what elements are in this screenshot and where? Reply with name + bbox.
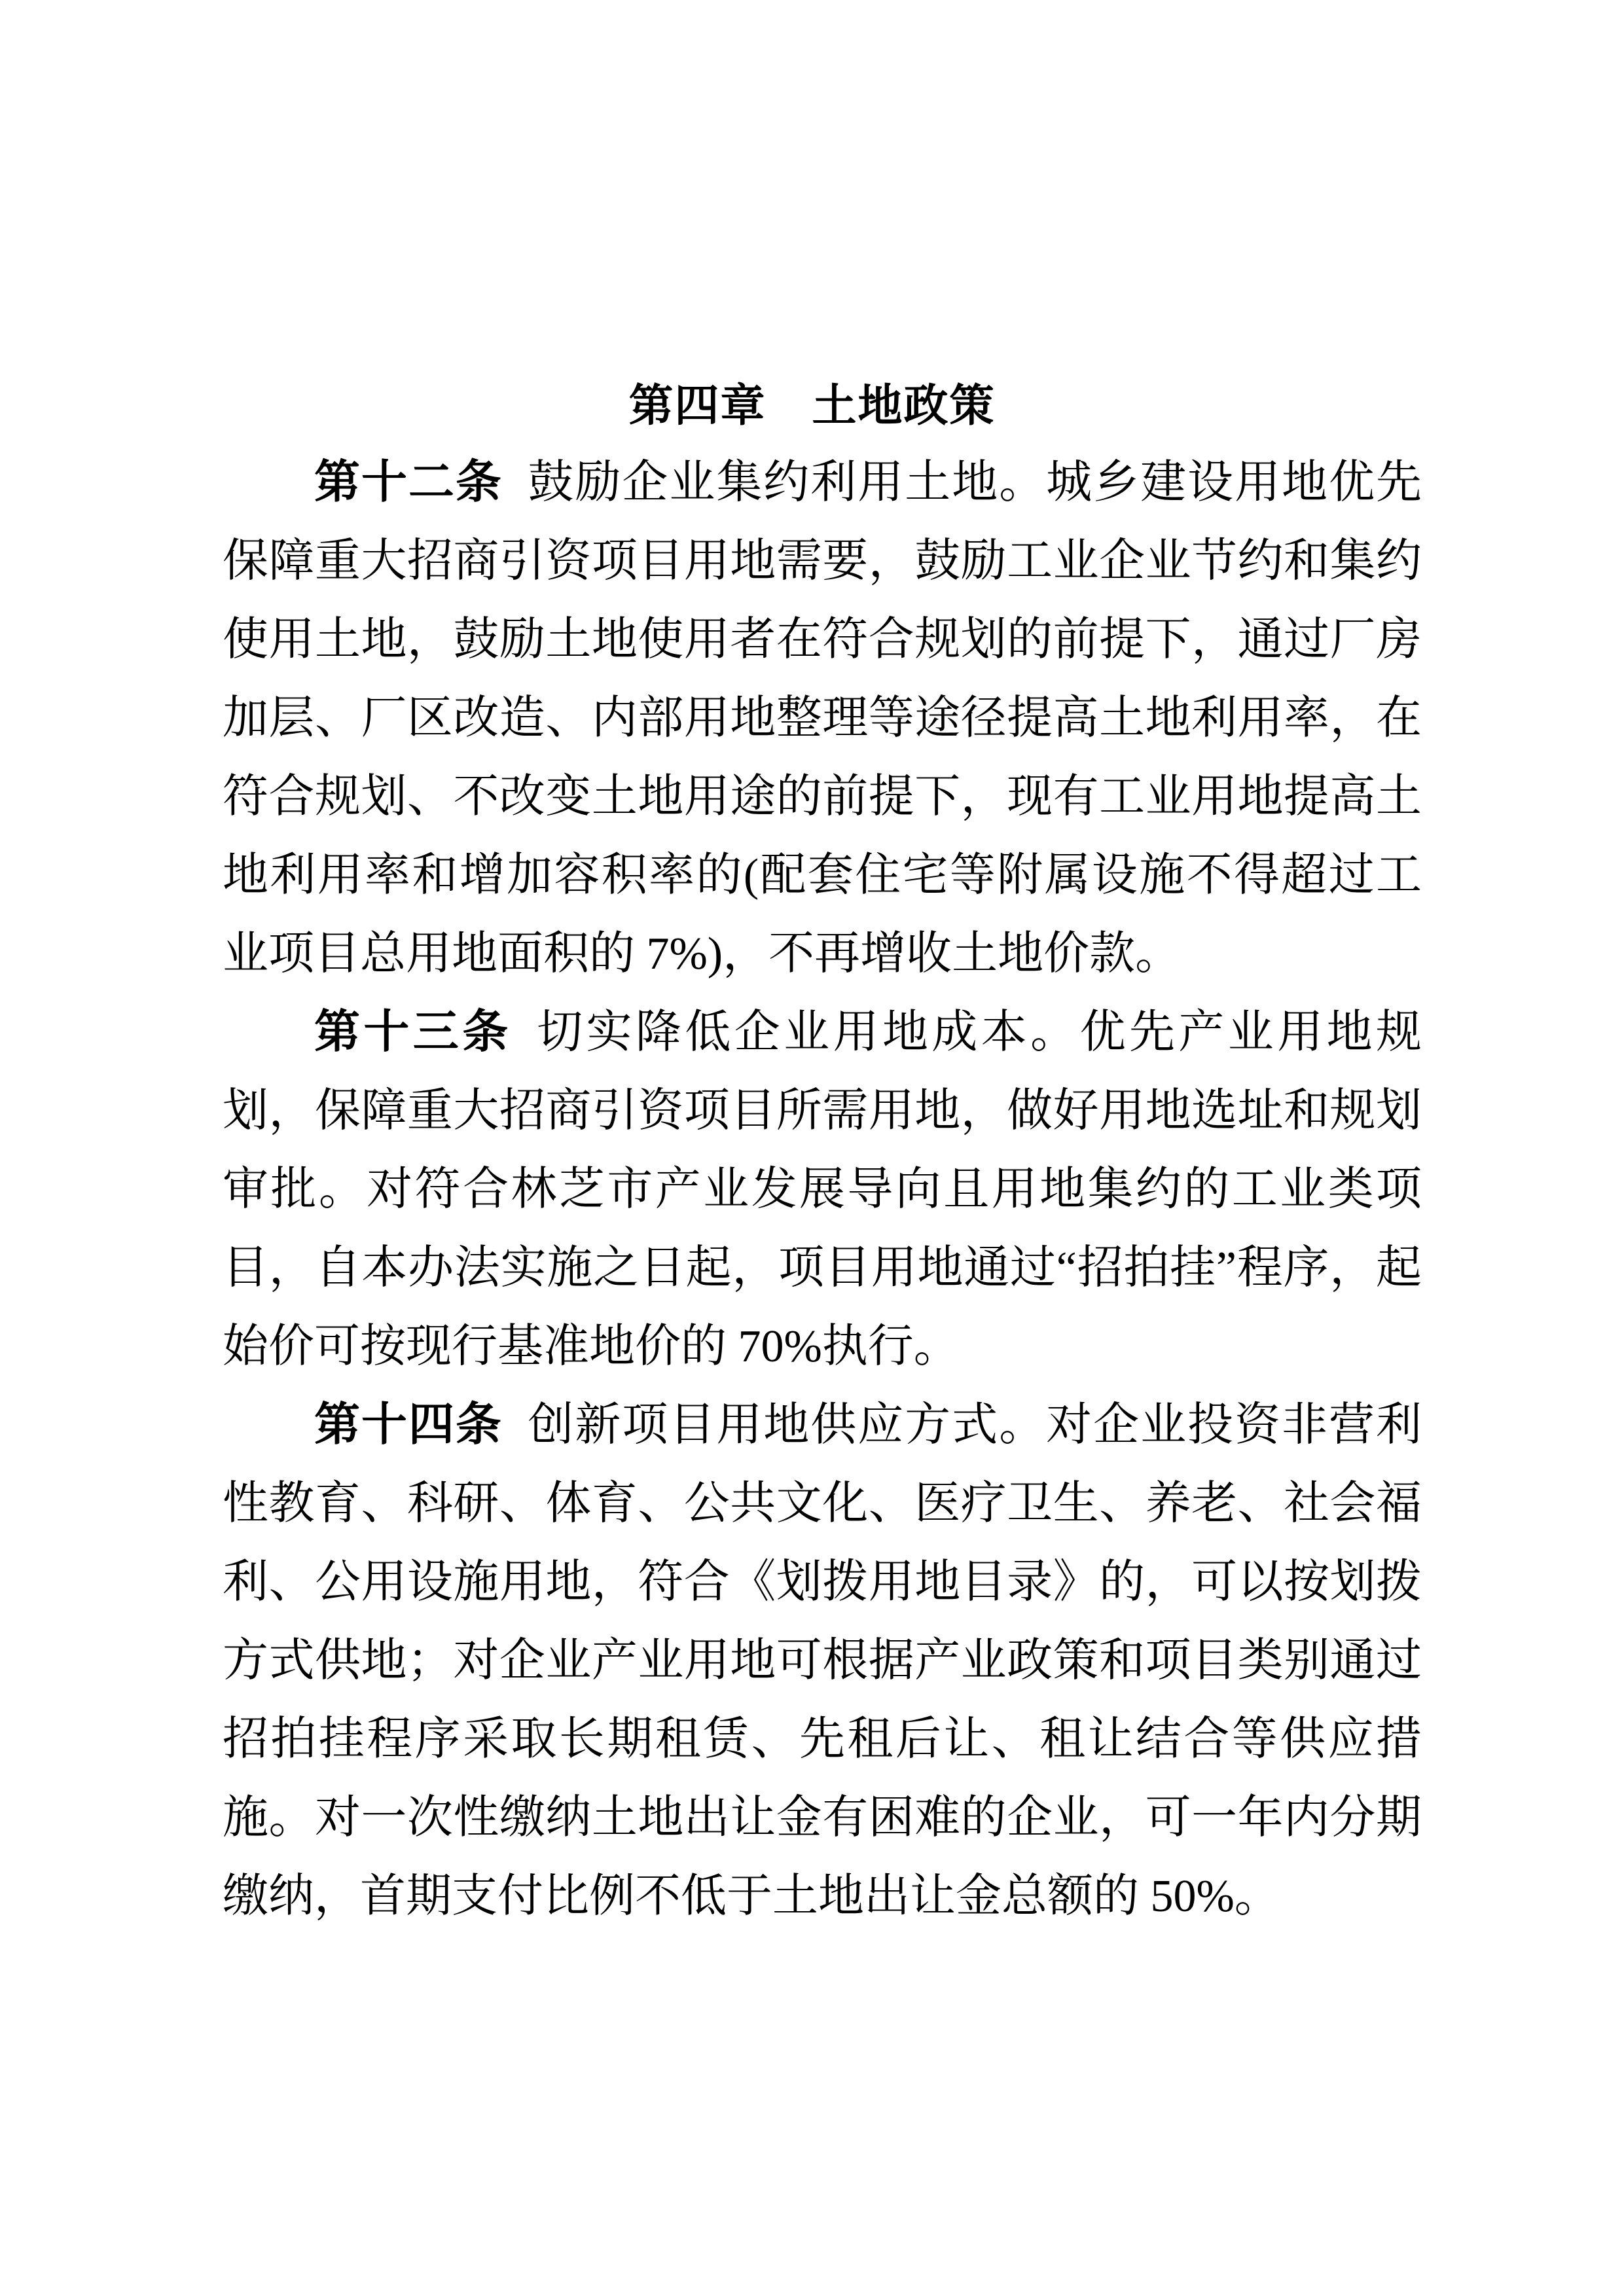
article-13-paragraph: [223, 994, 1422, 1386]
article-12-text: 鼓励企业集约利用土地。城乡建设用地优先保障重大招商引资项目用地需要，鼓励工业企业节约和集约使用土地，鼓励土地使用者在符合规划的前提下，通过厂房加层、厂区改造、内部用地整理等途径提高土地利用率，在符合规划、不改变土地用途的前提下，现有工业用地提高土地利用率和增加容积率的(配套住宅等附属设施不得超过工业项目总用地面积的 7%)，不再增收土地价款。: [223, 457, 1422, 979]
article-12-paragraph: [223, 444, 1422, 994]
document-body: [223, 444, 1422, 1936]
article-12-number: 第十二条: [314, 457, 503, 508]
chapter-title: 第四章 土地政策: [628, 381, 996, 431]
article-14-paragraph: [223, 1386, 1422, 1936]
article-14-text: 创新项目用地供应方式。对企业投资非营利性教育、科研、体育、公共文化、医疗卫生、养老、社会福利、公用设施用地，符合《划拨用地目录》的，可以按划拨方式供地；对企业产业用地可根据产业政策和项目类别通过招拍挂程序采取长期租赁、先租后让、租让结合等供应措施。对一次性缴纳土地出让金有困难的企业，可一年内分期缴纳，首期支付比例不低于土地出让金总额的 50%。: [223, 1400, 1422, 1922]
article-14-number: 第十四条: [314, 1400, 503, 1450]
article-13-number: 第十三条: [314, 1007, 512, 1058]
article-13-text: 切实降低企业用地成本。优先产业用地规划，保障重大招商引资项目所需用地，做好用地选址和规划审批。对符合林芝市产业发展导向且用地集约的工业类项目，自本办法实施之日起，项目用地通过“招拍挂”程序，起始价可按现行基准地价的 70%执行。: [223, 1007, 1422, 1372]
